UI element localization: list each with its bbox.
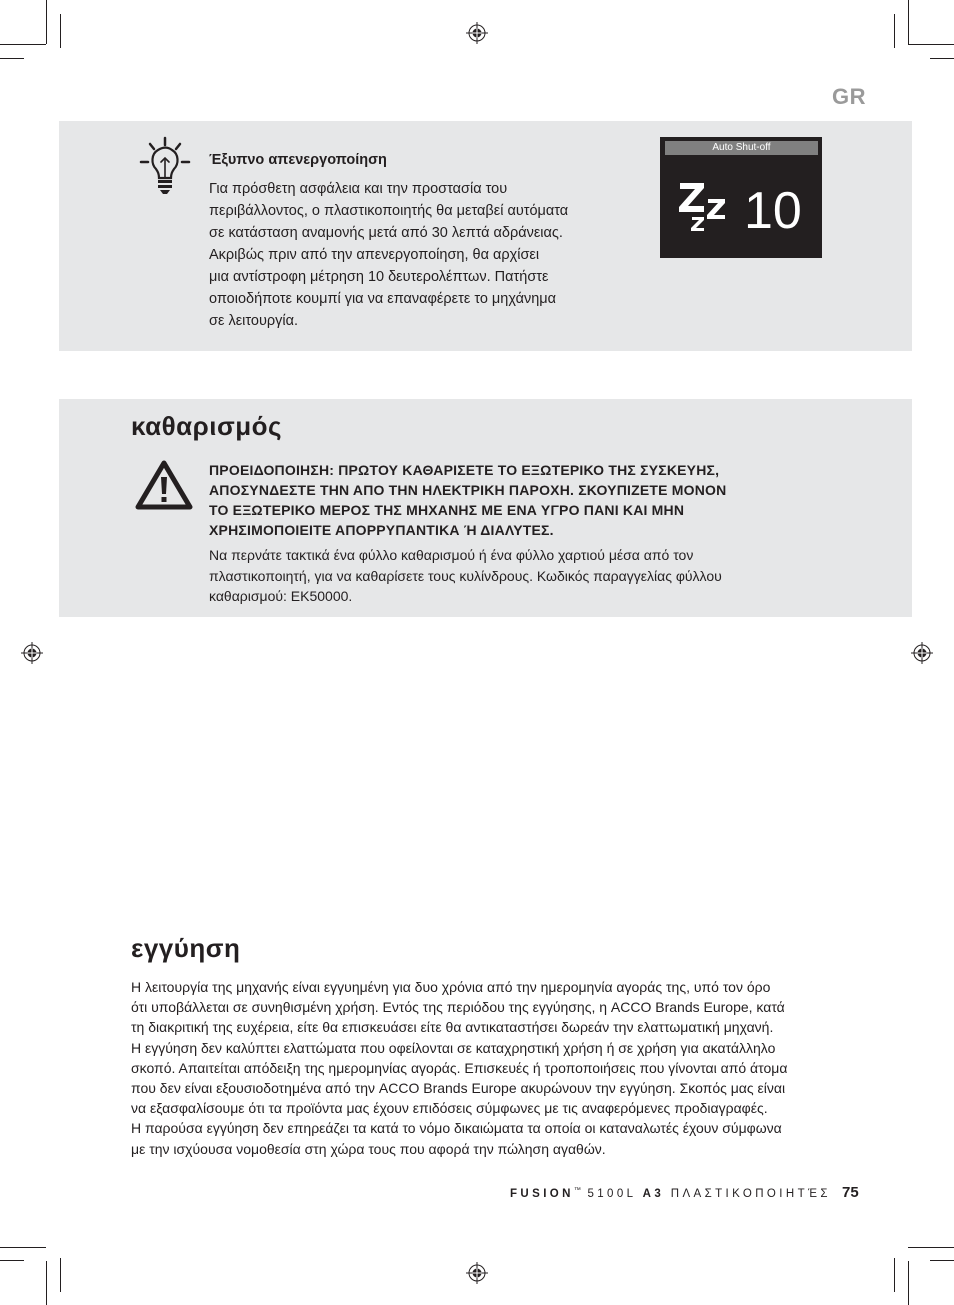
body-line: καθαρισμού: EK50000.	[209, 588, 353, 604]
registration-mark-icon	[911, 642, 933, 664]
registration-mark-icon	[21, 642, 43, 664]
display-label: Auto Shut-off	[665, 141, 818, 155]
smart-shutoff-title: Έξυπνο απενεργοποίηση	[209, 152, 387, 168]
warning-line: ΤΟ ΕΞΩΤΕΡΙΚΟ ΜΕΡΟΣ ΤΗΣ ΜΗΧΑΝΗΣ ΜΕ ΕΝΑ ΥΓΡΟ ΠΑΝΙ ΚΑΙ ΜΗΝ	[209, 502, 685, 518]
warranty-heading: εγγύηση	[131, 933, 241, 963]
body-line: τη διακριτική της ευχέρεια, είτε θα επισκευάσει είτε θα αντικαταστήσει δωρεάν την ελαττωματική μηχανή.	[131, 1019, 774, 1036]
body-line: Να περνάτε τακτικά ένα φύλλο καθαρισμού ή ένα φύλλο χαρτιού μέσα από τον	[209, 547, 694, 563]
footer-size: A3	[642, 1187, 665, 1200]
body-line: να εξασφαλίσουμε ότι τα προϊόντα μας έχουν επιδόσεις σύμφωνες με τις αναφερόμενες προδιαγραφές.	[131, 1100, 768, 1117]
cleaning-warning	[209, 460, 809, 540]
body-line: σκοπό. Απαιτείται απόδειξη της ημερομηνίας αγοράς. Επισκευές ή τροποποιήσεις που γίνονται από άτομα	[131, 1059, 788, 1076]
body-line: Η λειτουργία της μηχανής είναι εγγυημένη για δυο χρόνια από την ημερομηνία αγοράς της, υπό τον όρο	[131, 979, 771, 995]
footer-product-name: ΠΛΑΣΤΙΚΟΠΟΙΗΤΈΣ	[670, 1187, 831, 1200]
sleep-zz-icon	[678, 179, 728, 233]
language-code: GR	[832, 84, 866, 109]
cleaning-heading: καθαρισμός	[131, 411, 283, 441]
body-line: μια αντίστροφη μέτρηση 10 δευτερολέπτων. Πατήστε	[209, 269, 549, 285]
footer-trademark: ™	[573, 1187, 581, 1194]
smart-shutoff-body	[209, 178, 629, 332]
body-line: Η εγγύηση δεν καλύπτει ελαττώματα που οφείλονται σε καταχρηστική χρήση ή σε χρήση για ακατάλληλο	[131, 1039, 776, 1056]
body-line: οποιοδήποτε κουμπί για να επαναφέρετε το μηχάνημα	[209, 291, 557, 307]
warning-line: ΑΠΟΣΥΝΔΕΣΤΕ ΤΗΝ ΑΠΟ ΤΗΝ ΗΛΕΚΤΡΙΚΗ ΠΑΡΟΧΗ. ΣΚΟΥΠΙΖΕΤΕ ΜΟΝΟΝ	[209, 482, 727, 498]
warning-triangle-icon	[135, 460, 193, 510]
body-line: με την ισχύουσα νομοθεσία στη χώρα τους που αφορά την πώληση αγαθών.	[131, 1140, 606, 1157]
footer-brand: FUSION	[510, 1187, 574, 1200]
body-line: πλαστικοποιητή, για να καθαρίσετε τους κυλίνδρους. Κωδικός παραγγελίας φύλλου	[209, 567, 722, 584]
body-line: περιβάλλοντος, ο πλαστικοποιητής θα μεταβεί αυτόματα	[209, 203, 569, 219]
footer-model: 5100L	[587, 1187, 637, 1200]
body-line: Η παρούσα εγγύηση δεν επηρεάζει τα κατά το νόμο δικαιώματα τα οποία οι καταναλωτές έχουν σύμφωνα	[131, 1120, 782, 1137]
body-line: σε κατάσταση αναμονής μετά από 30 λεπτά αδράνειας.	[209, 225, 563, 241]
footer-product	[510, 1187, 831, 1200]
registration-mark-icon	[466, 1262, 488, 1284]
body-line: Για πρόσθετη ασφάλεια και την προστασία του	[209, 181, 508, 197]
body-line: Ακριβώς πριν από την απενεργοποίηση, θα αρχίσει	[209, 247, 540, 263]
warning-line: ΠΡΟΕΙΔΟΠΟΙΗΣΗ: ΠΡΩΤΟΥ ΚΑΘΑΡΙΣΕΤΕ ΤΟ ΕΞΩΤΕΡΙΚΟ ΤΗΣ ΣΥΣΚΕΥΗΣ,	[209, 462, 720, 478]
countdown-value: 10	[744, 182, 802, 240]
body-line: σε λειτουργία.	[209, 313, 299, 329]
registration-mark-icon	[466, 22, 488, 44]
warranty-body	[131, 977, 831, 1159]
body-line: ότι υποβάλλεται σε συνηθισμένη χρήση. Εντός της περιόδου της εγγύησης, η ACCO Brands Europe, κατά	[131, 999, 785, 1016]
cleaning-body	[209, 545, 829, 607]
page-number: 75	[842, 1184, 859, 1201]
lightbulb-icon	[138, 136, 192, 196]
auto-shutoff-display	[660, 137, 822, 258]
warning-line: ΧΡΗΣΙΜΟΠΟΙΕΙΤΕ ΑΠΟΡΡΥΠΑΝΤΙΚΑ Ή ΔΙΑΛΥΤΕΣ.	[209, 522, 554, 538]
body-line: που δεν είναι εξουσιοδοτημένα από την ACCO Brands Europe ακυρώνουν την εγγύηση. Σκοπός μας είναι	[131, 1080, 786, 1097]
